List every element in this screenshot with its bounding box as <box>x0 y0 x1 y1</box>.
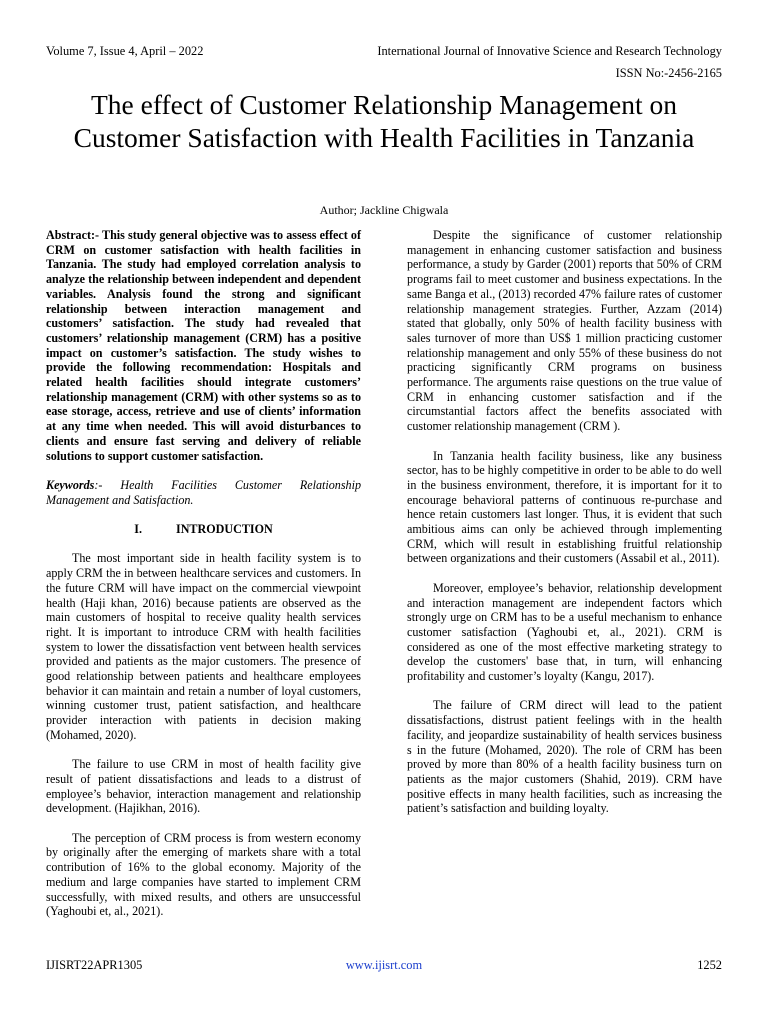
intro-paragraph: The most important side in health facility system is to apply CRM the in between healthcare services and customers. In the future CRM will have impact on the commercial viewpoint health (Haji khan, 2016) because patients are observed as the main customers of hospital to receive quality health services right. It is important to introduce CRM with health facilities system to lower the dissatisfaction vent between health services provided and patients as the major customers. The presence of good relationship between patients and healthcare employees behavior it can maintain and retain a number of loyal customers, winning customer trust, patient satisfaction, and healthcare provider interaction with patients in decision making (Mohamed, 2020). <box>46 551 361 742</box>
keywords-text: :- Health Facilities Customer Relationship Management and Satisfaction. <box>46 477 361 507</box>
issn: ISSN No:-2456-2165 <box>615 66 722 80</box>
intro-paragraph: The perception of CRM process is from western economy by originally after the emerging of markets share with a total contribution of 16% to the global economy. Majority of the medium and large companies have started to implement CRM successfully, with mixed results, and others are unsuccessful (Yaghoubi et, al., 2021). <box>46 830 361 919</box>
left-column <box>46 228 361 934</box>
body-paragraph: Despite the significance of customer relationship management in enhancing customer satisfaction and business performance, a study by Garder (2001) reports that 50% of CRM programs fail to meet customer and business expectations. In the same Banga et al., (2013) recorded 47% failure rates of customer relationship management strategies. Further, Azzam (2014) stated that globally, only 50% of health facility business with sales turnover of more than US$ 1 million practicing customer relationship management and only 55% of these business do not practicing significantly CRM programs on business performance. The arguments raise questions on the true value of CRM in enhancing customer satisfaction and if the circumstantial factors affect the benefits associated with customer relationship management (CRM ). <box>407 228 722 434</box>
journal-url-link[interactable]: www.ijisrt.com <box>345 958 423 972</box>
page-number: 1252 <box>697 958 722 972</box>
body-paragraph: Moreover, employee’s behavior, relationship development and interaction management are independent factors which strongly urge on CRM has to be a useful mechanism to enhance customer satisfaction (Yaghoubi et, al., 2021). CRM is considered as one of the most effective marketing strategy to develop the customers' base that, in turn, will enhancing profitability and customer’s loyalty (Kangu, 2017). <box>407 580 722 684</box>
section-title: INTRODUCTION <box>175 522 273 537</box>
keywords-label: Keywords <box>46 477 95 492</box>
abstract-label: Abstract:- <box>46 228 100 242</box>
body-paragraph: The failure of CRM direct will lead to the patient dissatisfactions, distrust patient feelings with in the health facility, and jeopardize sustainability of health services business s in the future (Mohamed, 2020). The role of CRM has been proved by more than 80% of a health facility business turn on patients as the major customers (Shahid, 2019). CRM have positive effects in many health facilities, such as increasing the patient’s satisfaction and building loyalty. <box>407 698 722 816</box>
volume-issue: Volume 7, Issue 4, April – 2022 <box>46 44 204 58</box>
journal-name: International Journal of Innovative Science and Research Technology <box>377 44 722 58</box>
keywords <box>46 478 361 507</box>
intro-paragraph: The failure to use CRM in most of health facility give result of patient dissatisfactions and leads to a distrust of employee’s behavior, interaction management and relationship development. (Hajikhan, 2016). <box>46 757 361 816</box>
right-column <box>407 228 722 831</box>
paper-id: IJISRT22APR1305 <box>46 958 143 972</box>
section-number: I. <box>134 522 142 537</box>
paper-title: The effect of Customer Relationship Management on Customer Satisfaction with Health Facilities in Tanzania <box>73 89 695 153</box>
body-paragraph: In Tanzania health facility business, like any business sector, has to be highly competitive in order to be able to do well in the business environment, therefore, it is important for it to encourage behavioral patterns of continuous re-purchase and hence retain customers last longer. Thus, it is evident that such ambitious aims can only be achieved through implementing CRM, which will result in establishing fruitful relationship between organizations and their customers (Assabil et al., 2011). <box>407 448 722 566</box>
section-heading <box>46 522 361 537</box>
abstract <box>46 228 361 463</box>
abstract-text: This study general objective was to assess effect of CRM on customer satisfaction with health facilities in Tanzania. The study had employed correlation analysis to analyze the relationship between independent and dependent variables. Analysis found the strong and significant relationship between interaction management and customers’ satisfaction. The study had revealed that customers’ relationship management (CRM) has a positive impact on customer’s satisfaction. The study wishes to provide the following recommendation: Hospitals and related health facilities should integrate customers’ relationship management (CRM) with other systems so as to ease storage, access, retrieve and use of clients’ information at any time when needed. This will avoid disturbances to clients and ensure fast serving and delivery of reliable solutions to support customer satisfaction. <box>46 228 361 463</box>
author-line: Author; Jackline Chigwala <box>319 203 449 217</box>
